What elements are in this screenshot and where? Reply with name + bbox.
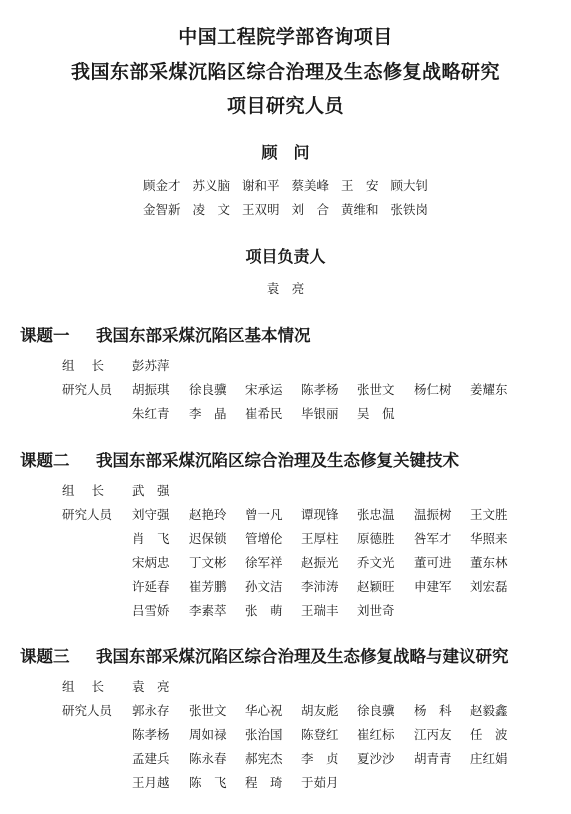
member-name: 刘守强 bbox=[132, 507, 170, 522]
member-name: 于茹月 bbox=[301, 775, 339, 790]
member-name: 肖 飞 bbox=[132, 531, 170, 546]
advisor-name: 王双明 bbox=[241, 202, 280, 217]
advisor-name: 顾金才 bbox=[142, 178, 181, 193]
member-name: 原德胜 bbox=[357, 531, 395, 546]
member-name: 杨仁树 bbox=[414, 382, 452, 397]
member-name: 咎军才 bbox=[414, 531, 452, 546]
advisor-name: 蔡美峰 bbox=[291, 178, 330, 193]
member-name: 温振树 bbox=[414, 507, 452, 522]
member-name: 李 贞 bbox=[301, 751, 339, 766]
topic-number: 课题三 bbox=[20, 647, 70, 666]
leader-label: 组长 bbox=[62, 483, 122, 498]
member-name: 王厚柱 bbox=[301, 531, 339, 546]
advisors-row-2 bbox=[0, 200, 571, 218]
members-label: 研究人员 bbox=[62, 507, 113, 522]
member-name: 张治国 bbox=[245, 727, 283, 742]
advisor-name: 王 安 bbox=[341, 178, 379, 193]
member-name: 徐良骥 bbox=[357, 703, 395, 718]
member-name: 胡振琪 bbox=[132, 382, 170, 397]
topic-title-text: 我国东部采煤沉陷区综合治理及生态修复关键技术 bbox=[96, 451, 459, 470]
members-label: 研究人员 bbox=[62, 703, 113, 718]
member-name: 李素萃 bbox=[189, 603, 227, 618]
member-name: 迟保锁 bbox=[189, 531, 227, 546]
member-name: 张忠温 bbox=[357, 507, 395, 522]
member-name: 申建军 bbox=[414, 579, 452, 594]
advisor-name: 刘 合 bbox=[291, 202, 330, 217]
member-name: 张世文 bbox=[189, 703, 227, 718]
topic-number: 课题二 bbox=[20, 451, 70, 470]
member-name: 崔红标 bbox=[357, 727, 395, 742]
member-name: 毕银丽 bbox=[301, 406, 339, 421]
leader-name: 彭苏萍 bbox=[132, 358, 170, 373]
member-name: 王瑞丰 bbox=[301, 603, 339, 618]
member-name: 陈永春 bbox=[189, 751, 227, 766]
title-line-2: 我国东部采煤沉陷区综合治理及生态修复战略研究 bbox=[70, 61, 500, 83]
advisor-name: 凌 文 bbox=[192, 202, 230, 217]
member-name: 江丙友 bbox=[414, 727, 452, 742]
member-name: 胡友彪 bbox=[301, 703, 339, 718]
member-name: 赵艳玲 bbox=[189, 507, 227, 522]
member-name: 孙文洁 bbox=[245, 579, 283, 594]
member-name: 董可进 bbox=[414, 555, 452, 570]
member-name: 夏沙沙 bbox=[357, 751, 395, 766]
member-name: 丁文彬 bbox=[189, 555, 227, 570]
advisor-name: 顾大钊 bbox=[390, 178, 429, 193]
member-name: 华心祝 bbox=[245, 703, 283, 718]
member-name: 陈孝杨 bbox=[301, 382, 339, 397]
member-name: 李 晶 bbox=[189, 406, 227, 421]
member-name: 管增伦 bbox=[245, 531, 283, 546]
title-line-3: 项目研究人员 bbox=[226, 95, 344, 117]
member-name: 杨 科 bbox=[414, 703, 452, 718]
member-name: 宋承运 bbox=[245, 382, 283, 397]
member-name: 曾一凡 bbox=[245, 507, 283, 522]
member-name: 程 琦 bbox=[245, 775, 283, 790]
advisors-row-1 bbox=[0, 176, 571, 194]
member-name: 吕雪娇 bbox=[132, 603, 170, 618]
topic-title bbox=[20, 447, 459, 471]
member-name: 郭永存 bbox=[132, 703, 170, 718]
leader-label: 组长 bbox=[62, 358, 122, 373]
title-line-1: 中国工程院学部咨询项目 bbox=[178, 26, 393, 48]
member-name: 王文胜 bbox=[470, 507, 508, 522]
topic-number: 课题一 bbox=[20, 326, 70, 345]
leader-label: 组长 bbox=[62, 679, 122, 694]
member-name: 吴 侃 bbox=[357, 406, 395, 421]
member-name: 朱红青 bbox=[132, 406, 170, 421]
topic-title bbox=[20, 643, 509, 667]
member-name: 徐军祥 bbox=[245, 555, 283, 570]
member-name: 王月越 bbox=[132, 775, 170, 790]
advisor-name: 黄维和 bbox=[341, 202, 379, 217]
member-name: 陈孝杨 bbox=[132, 727, 170, 742]
member-name: 华照来 bbox=[470, 531, 508, 546]
member-name: 郝宪杰 bbox=[245, 751, 283, 766]
member-name: 张世文 bbox=[357, 382, 395, 397]
member-name: 周如禄 bbox=[189, 727, 227, 742]
advisor-name: 张铁岗 bbox=[390, 202, 429, 217]
member-name: 李沛涛 bbox=[301, 579, 339, 594]
member-name: 陈登红 bbox=[301, 727, 339, 742]
advisor-name: 苏义脑 bbox=[192, 178, 230, 193]
advisors-heading: 顾 问 bbox=[261, 143, 310, 162]
member-name: 崔芳鹏 bbox=[189, 579, 227, 594]
member-name: 赵颖旺 bbox=[357, 579, 395, 594]
topic-title bbox=[20, 322, 311, 346]
member-name: 赵振光 bbox=[301, 555, 339, 570]
advisor-name: 金智新 bbox=[142, 202, 181, 217]
member-name: 徐良骥 bbox=[189, 382, 227, 397]
member-name: 庄红娟 bbox=[470, 751, 508, 766]
member-name: 赵毅鑫 bbox=[470, 703, 508, 718]
member-name: 乔文光 bbox=[357, 555, 395, 570]
member-name: 胡青青 bbox=[414, 751, 452, 766]
leader-heading: 项目负责人 bbox=[245, 247, 326, 266]
member-name: 孟建兵 bbox=[132, 751, 170, 766]
member-name: 张 萌 bbox=[245, 603, 283, 618]
project-leader-name: 袁 亮 bbox=[266, 281, 305, 296]
leader-name: 袁 亮 bbox=[132, 679, 170, 694]
members-label: 研究人员 bbox=[62, 382, 113, 397]
member-name: 姜耀东 bbox=[470, 382, 508, 397]
member-name: 刘宏磊 bbox=[470, 579, 508, 594]
member-name: 刘世奇 bbox=[357, 603, 395, 618]
member-name: 谭现锋 bbox=[301, 507, 339, 522]
member-name: 任 波 bbox=[470, 727, 508, 742]
member-name: 董东林 bbox=[470, 555, 508, 570]
member-name: 宋炳忠 bbox=[132, 555, 170, 570]
member-name: 崔希民 bbox=[245, 406, 283, 421]
member-name: 许延春 bbox=[132, 579, 170, 594]
advisor-name: 谢和平 bbox=[241, 178, 280, 193]
topic-title-text: 我国东部采煤沉陷区基本情况 bbox=[96, 326, 311, 345]
topic-title-text: 我国东部采煤沉陷区综合治理及生态修复战略与建议研究 bbox=[96, 647, 509, 666]
leader-name: 武 强 bbox=[132, 483, 170, 498]
member-name: 陈 飞 bbox=[189, 775, 227, 790]
